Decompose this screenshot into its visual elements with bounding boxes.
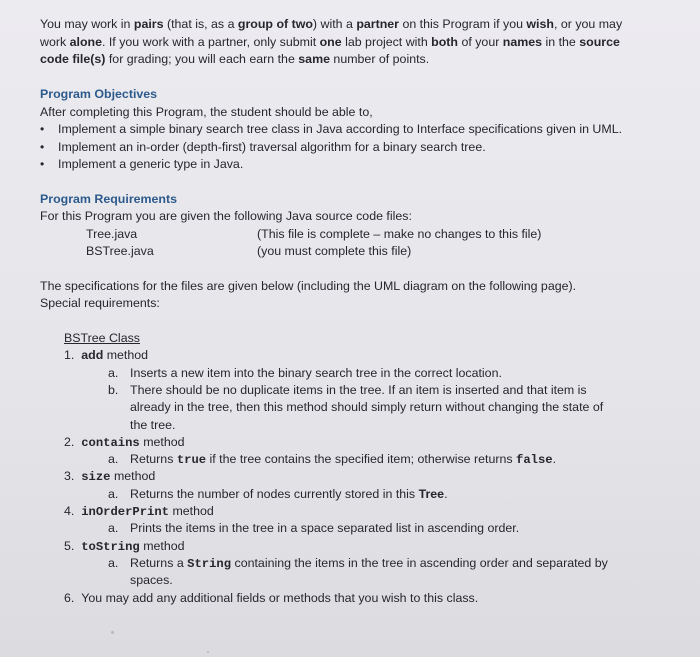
sub-item-letter: a.: [108, 521, 119, 535]
sub-item-letter: a.: [108, 366, 119, 380]
method-item-add: 1. add method: [64, 348, 149, 362]
sub-item-text: spaces.: [130, 573, 173, 587]
file-name: Tree.java: [86, 227, 138, 241]
objective-item: Implement a generic type in Java.: [58, 157, 244, 171]
intro-line-3: code file(s) for grading; you will each earn the same number of points.: [40, 52, 430, 66]
method-item-contains: 2. contains method: [64, 435, 185, 450]
intro-line-2: work alone. If you work with a partner, only submit one lab project with both of your names in the source: [40, 35, 620, 49]
method-item-additional: 6. You may add any additional fields or methods that you wish to this class.: [64, 591, 479, 605]
intro-line-1: You may work in pairs (that is, as a group of two) with a partner on this Program if you wish, or you may: [40, 17, 623, 31]
sub-item-text: already in the tree, then this method should simply return without changing the state of: [130, 400, 604, 414]
bullet-icon: •: [40, 140, 45, 154]
method-item-inorderprint: 4. inOrderPrint method: [64, 504, 214, 519]
bullet-icon: •: [40, 157, 45, 171]
sub-item-letter: b.: [108, 383, 119, 397]
sub-item-text: There should be no duplicate items in the tree. If an item is inserted and that item is: [130, 383, 587, 397]
paper-speck: [111, 631, 114, 634]
requirements-heading: Program Requirements: [40, 192, 178, 206]
sub-item-text: the tree.: [130, 418, 176, 432]
method-item-tostring: 5. toString method: [64, 539, 185, 554]
sub-item-text: Inserts a new item into the binary search tree in the correct location.: [130, 366, 502, 380]
sub-item-text: Prints the items in the tree in a space separated list in ascending order.: [130, 521, 520, 535]
objective-item: Implement a simple binary search tree class in Java according to Interface specifications given in UML.: [58, 122, 623, 136]
specs-line-2: Special requirements:: [40, 296, 160, 310]
sub-item-letter: a.: [108, 487, 119, 501]
bullet-icon: •: [40, 122, 45, 136]
objectives-heading: Program Objectives: [40, 87, 158, 101]
method-item-size: 3. size method: [64, 469, 156, 484]
file-note: (This file is complete – make no changes to this file): [257, 227, 542, 241]
specs-line-1: The specifications for the files are given below (including the UML diagram on the following page).: [40, 279, 577, 293]
paper-speck: [207, 651, 209, 653]
sub-item-text: Returns true if the tree contains the specified item; otherwise returns false.: [130, 452, 557, 467]
sub-item-letter: a.: [108, 556, 119, 570]
requirements-lead: For this Program you are given the following Java source code files:: [40, 209, 412, 223]
sub-item-letter: a.: [108, 452, 119, 466]
objective-item: Implement an in-order (depth-first) traversal algorithm for a binary search tree.: [58, 140, 486, 154]
bstree-heading: BSTree Class: [64, 331, 140, 345]
file-name: BSTree.java: [86, 244, 154, 258]
file-note: (you must complete this file): [257, 244, 412, 258]
objectives-lead: After completing this Program, the student should be able to,: [40, 105, 373, 119]
sub-item-text: Returns a String containing the items in the tree in ascending order and separated by: [130, 556, 608, 571]
sub-item-text: Returns the number of nodes currently stored in this Tree.: [130, 487, 448, 501]
